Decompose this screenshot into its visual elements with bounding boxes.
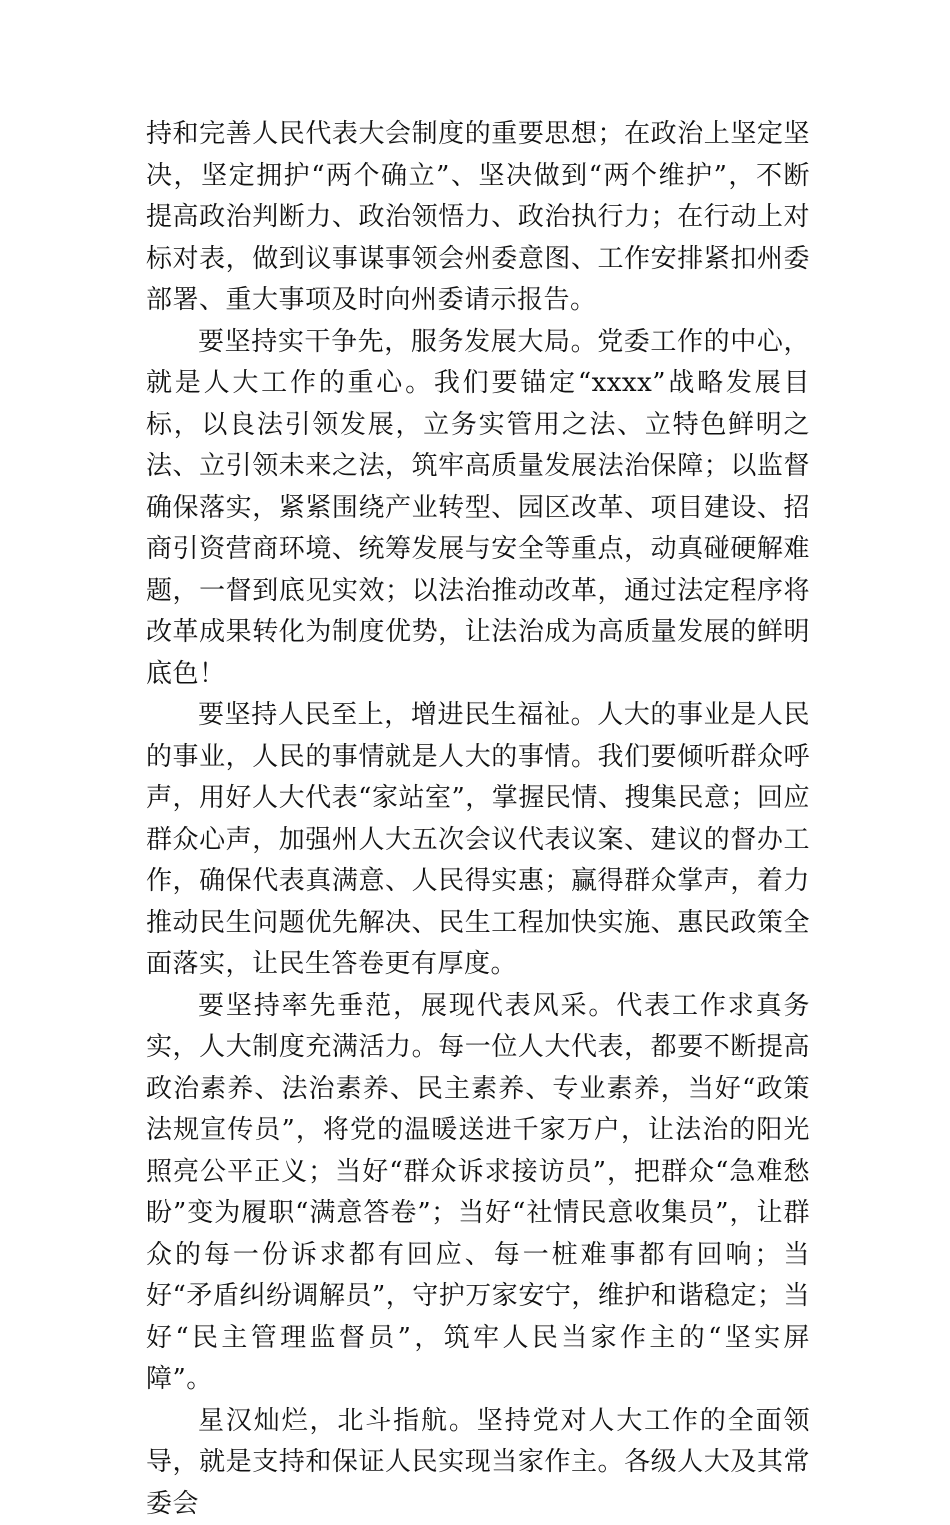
paragraph-continuation: 持和完善人民代表大会制度的重要思想；在政治上坚定坚决，坚定拥护“两个确立”、坚决做到“两个维护”，不断提高政治判断力、政治领悟力、政治执行力；在行动上对标对表，做到议事谋事领会州委意图、工作安排紧扣州委部署、重大事项及时向州委请示报告。	[146, 114, 810, 322]
document-body	[146, 114, 810, 1525]
paragraph-practical-work: 要坚持实干争先，服务发展大局。党委工作的中心，就是人大工作的重心。我们要锚定“xxxx”战略发展目标，以良法引领发展，立务实管用之法、立特色鲜明之法、立引领未来之法，筑牢高质量发展法治保障；以监督确保落实，紧紧围绕产业转型、园区改革、项目建设、招商引资营商环境、统筹发展与安全等重点，动真碰硬解难题，一督到底见实效；以法治推动改革，通过法定程序将改革成果转化为制度优势，让法治成为高质量发展的鲜明底色！	[146, 322, 810, 696]
paragraph-people-first: 要坚持人民至上，增进民生福祉。人大的事业是人民的事业，人民的事情就是人大的事情。我们要倾听群众呼声，用好人大代表“家站室”，掌握民情、搜集民意；回应群众心声，加强州人大五次会议代表议案、建议的督办工作，确保代表真满意、人民得实惠；赢得群众掌声，着力推动民生问题优先解决、民生工程加快实施、惠民政策全面落实，让民生答卷更有厚度。	[146, 695, 810, 986]
paragraph-closing: 星汉灿烂，北斗指航。坚持党对人大工作的全面领导，就是支持和保证人民实现当家作主。各级人大及其常委会	[146, 1401, 810, 1525]
paragraph-lead-by-example: 要坚持率先垂范，展现代表风采。代表工作求真务实，人大制度充满活力。每一位人大代表，都要不断提高政治素养、法治素养、民主素养、专业素养，当好“政策法规宣传员”，将党的温暖送进千家万户，让法治的阳光照亮公平正义；当好“群众诉求接访员”，把群众“急难愁盼”变为履职“满意答卷”；当好“社情民意收集员”，让群众的每一份诉求都有回应、每一桩难事都有回响；当好“矛盾纠纷调解员”，守护万家安宁，维护和谐稳定；当好“民主管理监督员”，筑牢人民当家作主的“坚实屏障”。	[146, 986, 810, 1401]
